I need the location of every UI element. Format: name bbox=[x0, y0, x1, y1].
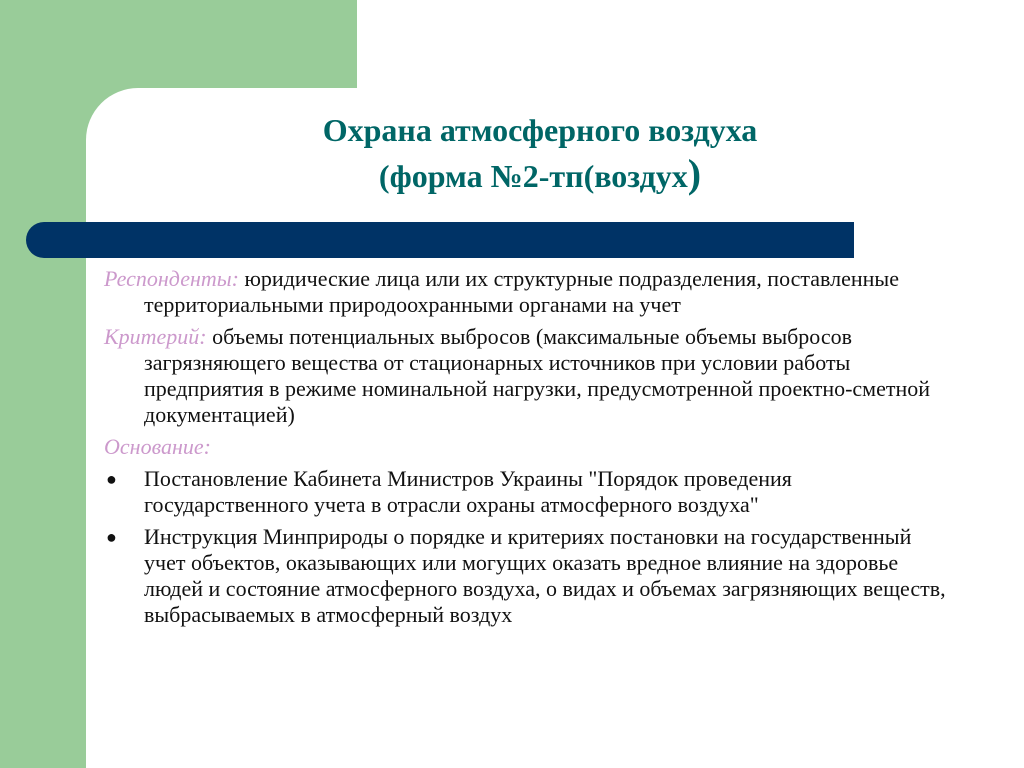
bullet-text: Инструкция Минприроды о порядке и критериях постановки на государственный учет объектов, оказывающих или могущих оказать вредное влияние на здоровье людей и состояние атмосферного воздуха, о видах и объемах загрязняющих веществ, выбрасываемых в атмосферный воздух bbox=[144, 524, 946, 627]
criterion-text: объемы потенциальных выбросов (максимальные объемы выбросов загрязняющего вещества от стационарных источников при условии работы предприятия в режиме номинальной нагрузки, предусмотренной проектно-сметной документацией) bbox=[144, 324, 931, 427]
bullet-item bbox=[104, 524, 954, 628]
title-line-2 bbox=[160, 152, 920, 198]
respondents-text: юридические лица или их структурные подразделения, поставленные территориальными природоохранными органами на учет bbox=[144, 266, 899, 317]
title-closing-paren: ) bbox=[687, 151, 702, 196]
respondents-label: Респонденты: bbox=[104, 266, 239, 291]
bullet-dot-icon: ● bbox=[106, 527, 117, 547]
respondents-paragraph bbox=[104, 266, 954, 318]
bullet-item bbox=[104, 466, 954, 518]
criterion-label: Критерий: bbox=[104, 324, 207, 349]
title-line-1: Охрана атмосферного воздуха bbox=[322, 112, 758, 148]
slide-title bbox=[160, 108, 920, 198]
bullet-text: Постановление Кабинета Министров Украины "Порядок проведения государственного учета в отрасли охраны атмосферного воздуха" bbox=[144, 466, 792, 517]
title-divider-bar bbox=[26, 222, 854, 258]
basis-label: Основание: bbox=[104, 434, 211, 459]
slide-body bbox=[104, 266, 954, 634]
criterion-paragraph bbox=[104, 324, 954, 428]
basis-paragraph bbox=[104, 434, 954, 460]
bullet-dot-icon: ● bbox=[106, 469, 117, 489]
title-line-2-text: (форма №2-тп(воздух bbox=[378, 158, 688, 194]
